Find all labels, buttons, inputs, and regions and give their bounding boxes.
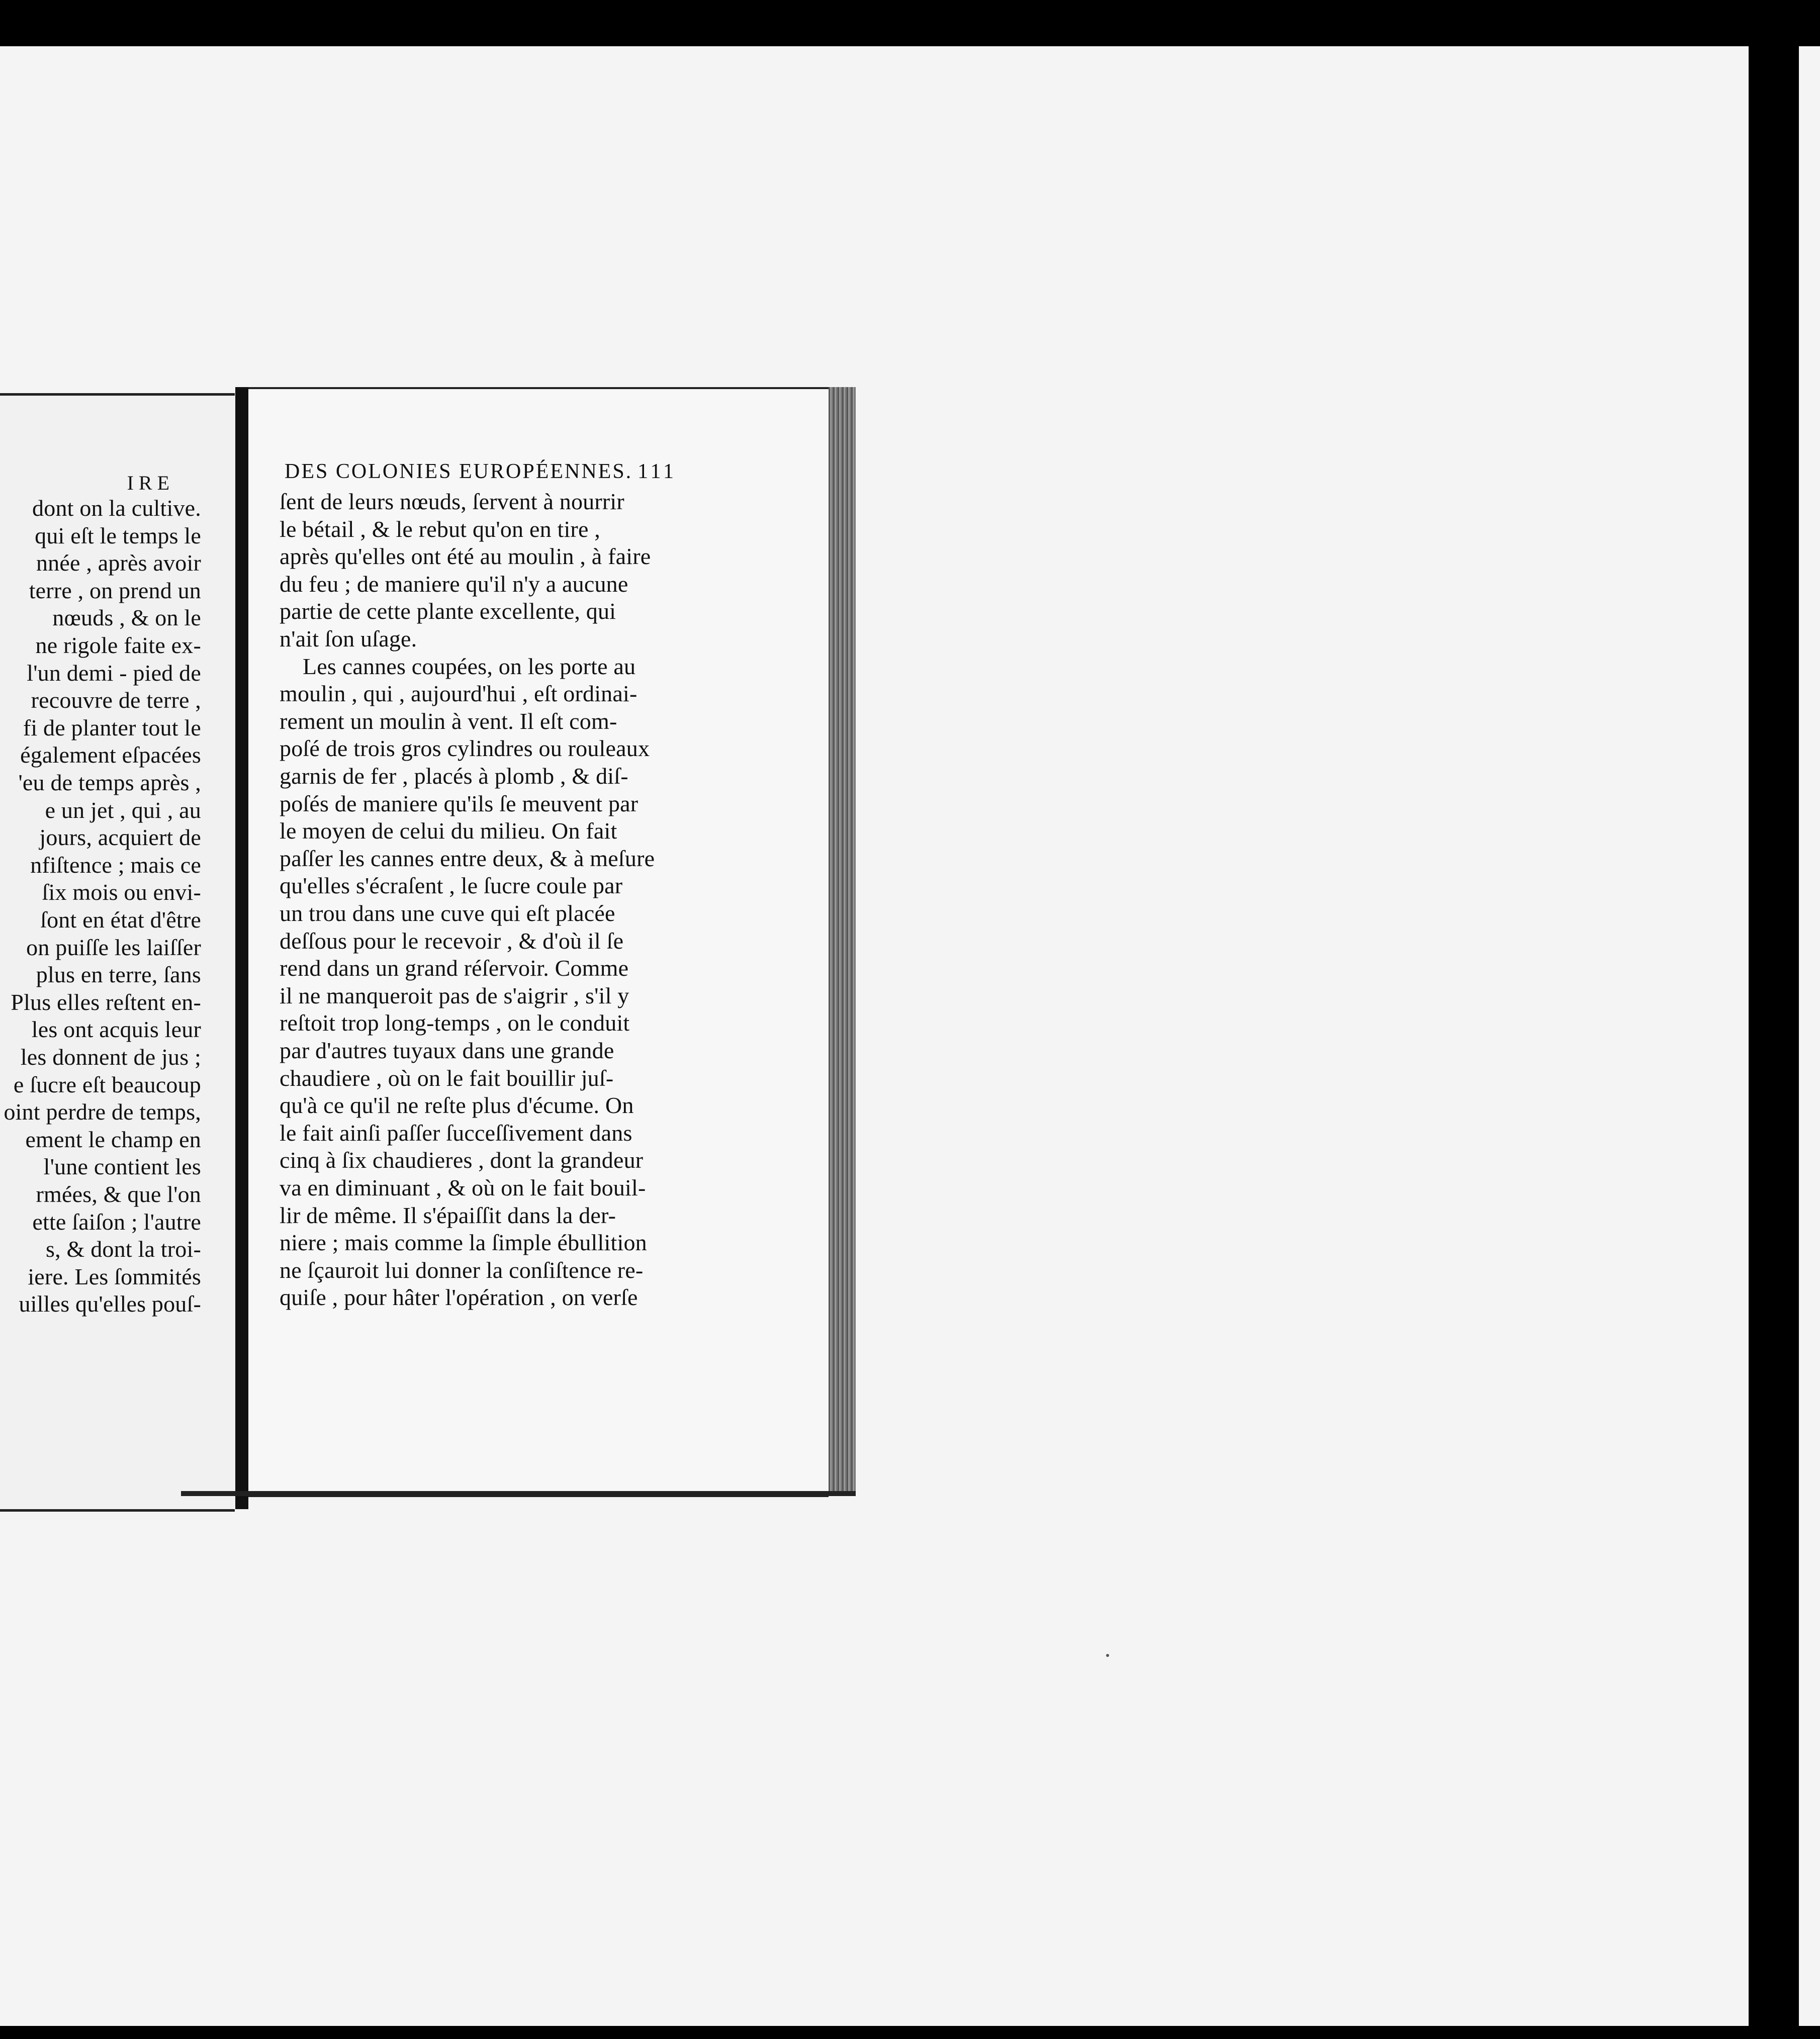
text-line: e ſucre eſt beaucoup (13, 1071, 201, 1097)
left-page (0, 393, 235, 1512)
text-line: dont on la cultive. (32, 495, 201, 521)
text-line: deſſous pour le recevoir , & d'où il ſe (280, 928, 624, 954)
text-line: qui eſt le temps le (35, 522, 201, 548)
text-line: cinq à ſix chaudieres , dont la grandeur (280, 1147, 644, 1173)
text-line: qu'elles s'écraſent , le ſucre coule par (280, 873, 623, 899)
text-line: également eſpacées (20, 742, 201, 768)
text-line: chaudiere , où on le fait bouillir juſ- (280, 1065, 614, 1091)
text-line: lir de même. Il s'épaiſſit dans la der- (280, 1202, 616, 1228)
text-line: garnis de fer , placés à plomb , & diſ- (280, 763, 628, 789)
text-line: n'ait ſon uſage. (280, 626, 417, 652)
text-line: nnée , après avoir (36, 550, 201, 576)
page-edge (829, 387, 856, 1493)
text-line: moulin , qui , aujourd'hui , eſt ordinai- (280, 681, 638, 707)
text-line: Plus elles reſtent en- (11, 989, 201, 1015)
text-line: poſés de maniere qu'ils ſe meuvent par (280, 790, 639, 816)
text-line: après qu'elles ont été au moulin , à faire (280, 543, 651, 570)
book-gutter (235, 387, 248, 1509)
text-line: niere ; mais comme la ſimple ébullition (280, 1230, 647, 1256)
text-line: partie de cette plante excellente, qui (280, 598, 616, 624)
text-line: ſix mois ou envi- (42, 879, 201, 905)
page-number: 111 (638, 460, 677, 483)
text-line: va en diminuant , & où on le fait bouil- (280, 1175, 646, 1200)
text-line: nœuds , & on le (52, 605, 201, 631)
book-spread (0, 387, 865, 1513)
page-bottom-shadow (181, 1491, 856, 1496)
text-line: s, & dont la troi- (46, 1236, 201, 1262)
text-line: quiſe , pour hâter l'opération , on verſe (280, 1284, 638, 1311)
text-line: les ont acquis leur (31, 1016, 201, 1043)
text-line: un trou dans une cuve qui eſt placée (280, 900, 615, 926)
text-line: reſtoit trop long-temps , on le conduit (280, 1010, 630, 1036)
text-line: ſent de leurs nœuds, ſervent à nourrir (280, 489, 624, 514)
text-line: ette ſaiſon ; l'autre (32, 1209, 201, 1235)
text-line: Les cannes coupées, on les porte au (303, 653, 636, 679)
text-line: le fait ainſi paſſer ſucceſſivement dans (280, 1120, 632, 1146)
text-line: e un jet , qui , au (45, 797, 201, 823)
text-line: terre , on prend un (29, 577, 201, 603)
text-line: le bétail , & le rebut qu'on en tire , (280, 516, 600, 542)
text-line: rend dans un grand réſervoir. Comme (280, 955, 629, 981)
text-line: oint perdre de temps, (4, 1099, 201, 1125)
right-page (248, 387, 829, 1497)
text-line: poſé de trois gros cylindres ou rouleaux (280, 735, 650, 762)
text-line: qu'à ce qu'il ne reſte plus d'écume. On (280, 1092, 634, 1119)
text-line: du feu ; de maniere qu'il n'y a aucune (280, 571, 628, 597)
left-running-head: IRE (127, 472, 174, 494)
scan-speck (1106, 1654, 1109, 1657)
text-line: ſont en état d'être (40, 907, 201, 933)
text-line: plus en terre, ſans (36, 962, 201, 988)
text-line: rement un moulin à vent. Il eſt com- (280, 708, 617, 734)
text-line: par d'autres tuyaux dans une grande (280, 1038, 614, 1063)
text-line: iere. Les ſommités (28, 1263, 201, 1289)
text-line: uilles qu'elles pouſ- (19, 1291, 201, 1317)
running-head-title: DES COLONIES EUROPÉENNES. (285, 460, 633, 483)
text-line: ne rigole faite ex- (35, 632, 201, 658)
text-line: ne ſçauroit lui donner la conſiſtence re- (280, 1257, 644, 1283)
text-line: il ne manqueroit pas de s'aigrir , s'il y (280, 982, 629, 1008)
text-line: ement le champ en (25, 1126, 201, 1152)
running-head (285, 459, 677, 488)
adjacent-page-strip (1799, 46, 1820, 2026)
text-line: paſſer les cannes entre deux, & à meſure (280, 845, 655, 871)
text-line: 'eu de temps après , (18, 770, 201, 795)
text-line: rmées, & que l'on (36, 1181, 201, 1207)
text-line: jours, acquiert de (39, 824, 201, 851)
text-line: nfiſtence ; mais ce (30, 852, 201, 878)
text-line: recouvre de terre , (31, 687, 201, 713)
text-line: on puiſſe les laiſſer (26, 934, 201, 960)
text-line: le moyen de celui du milieu. On fait (280, 818, 617, 844)
text-line: fi de planter tout le (23, 714, 201, 740)
text-line: l'un demi - pied de (27, 660, 201, 686)
text-line: les donnent de jus ; (20, 1044, 201, 1070)
text-line: l'une contient les (43, 1154, 201, 1180)
